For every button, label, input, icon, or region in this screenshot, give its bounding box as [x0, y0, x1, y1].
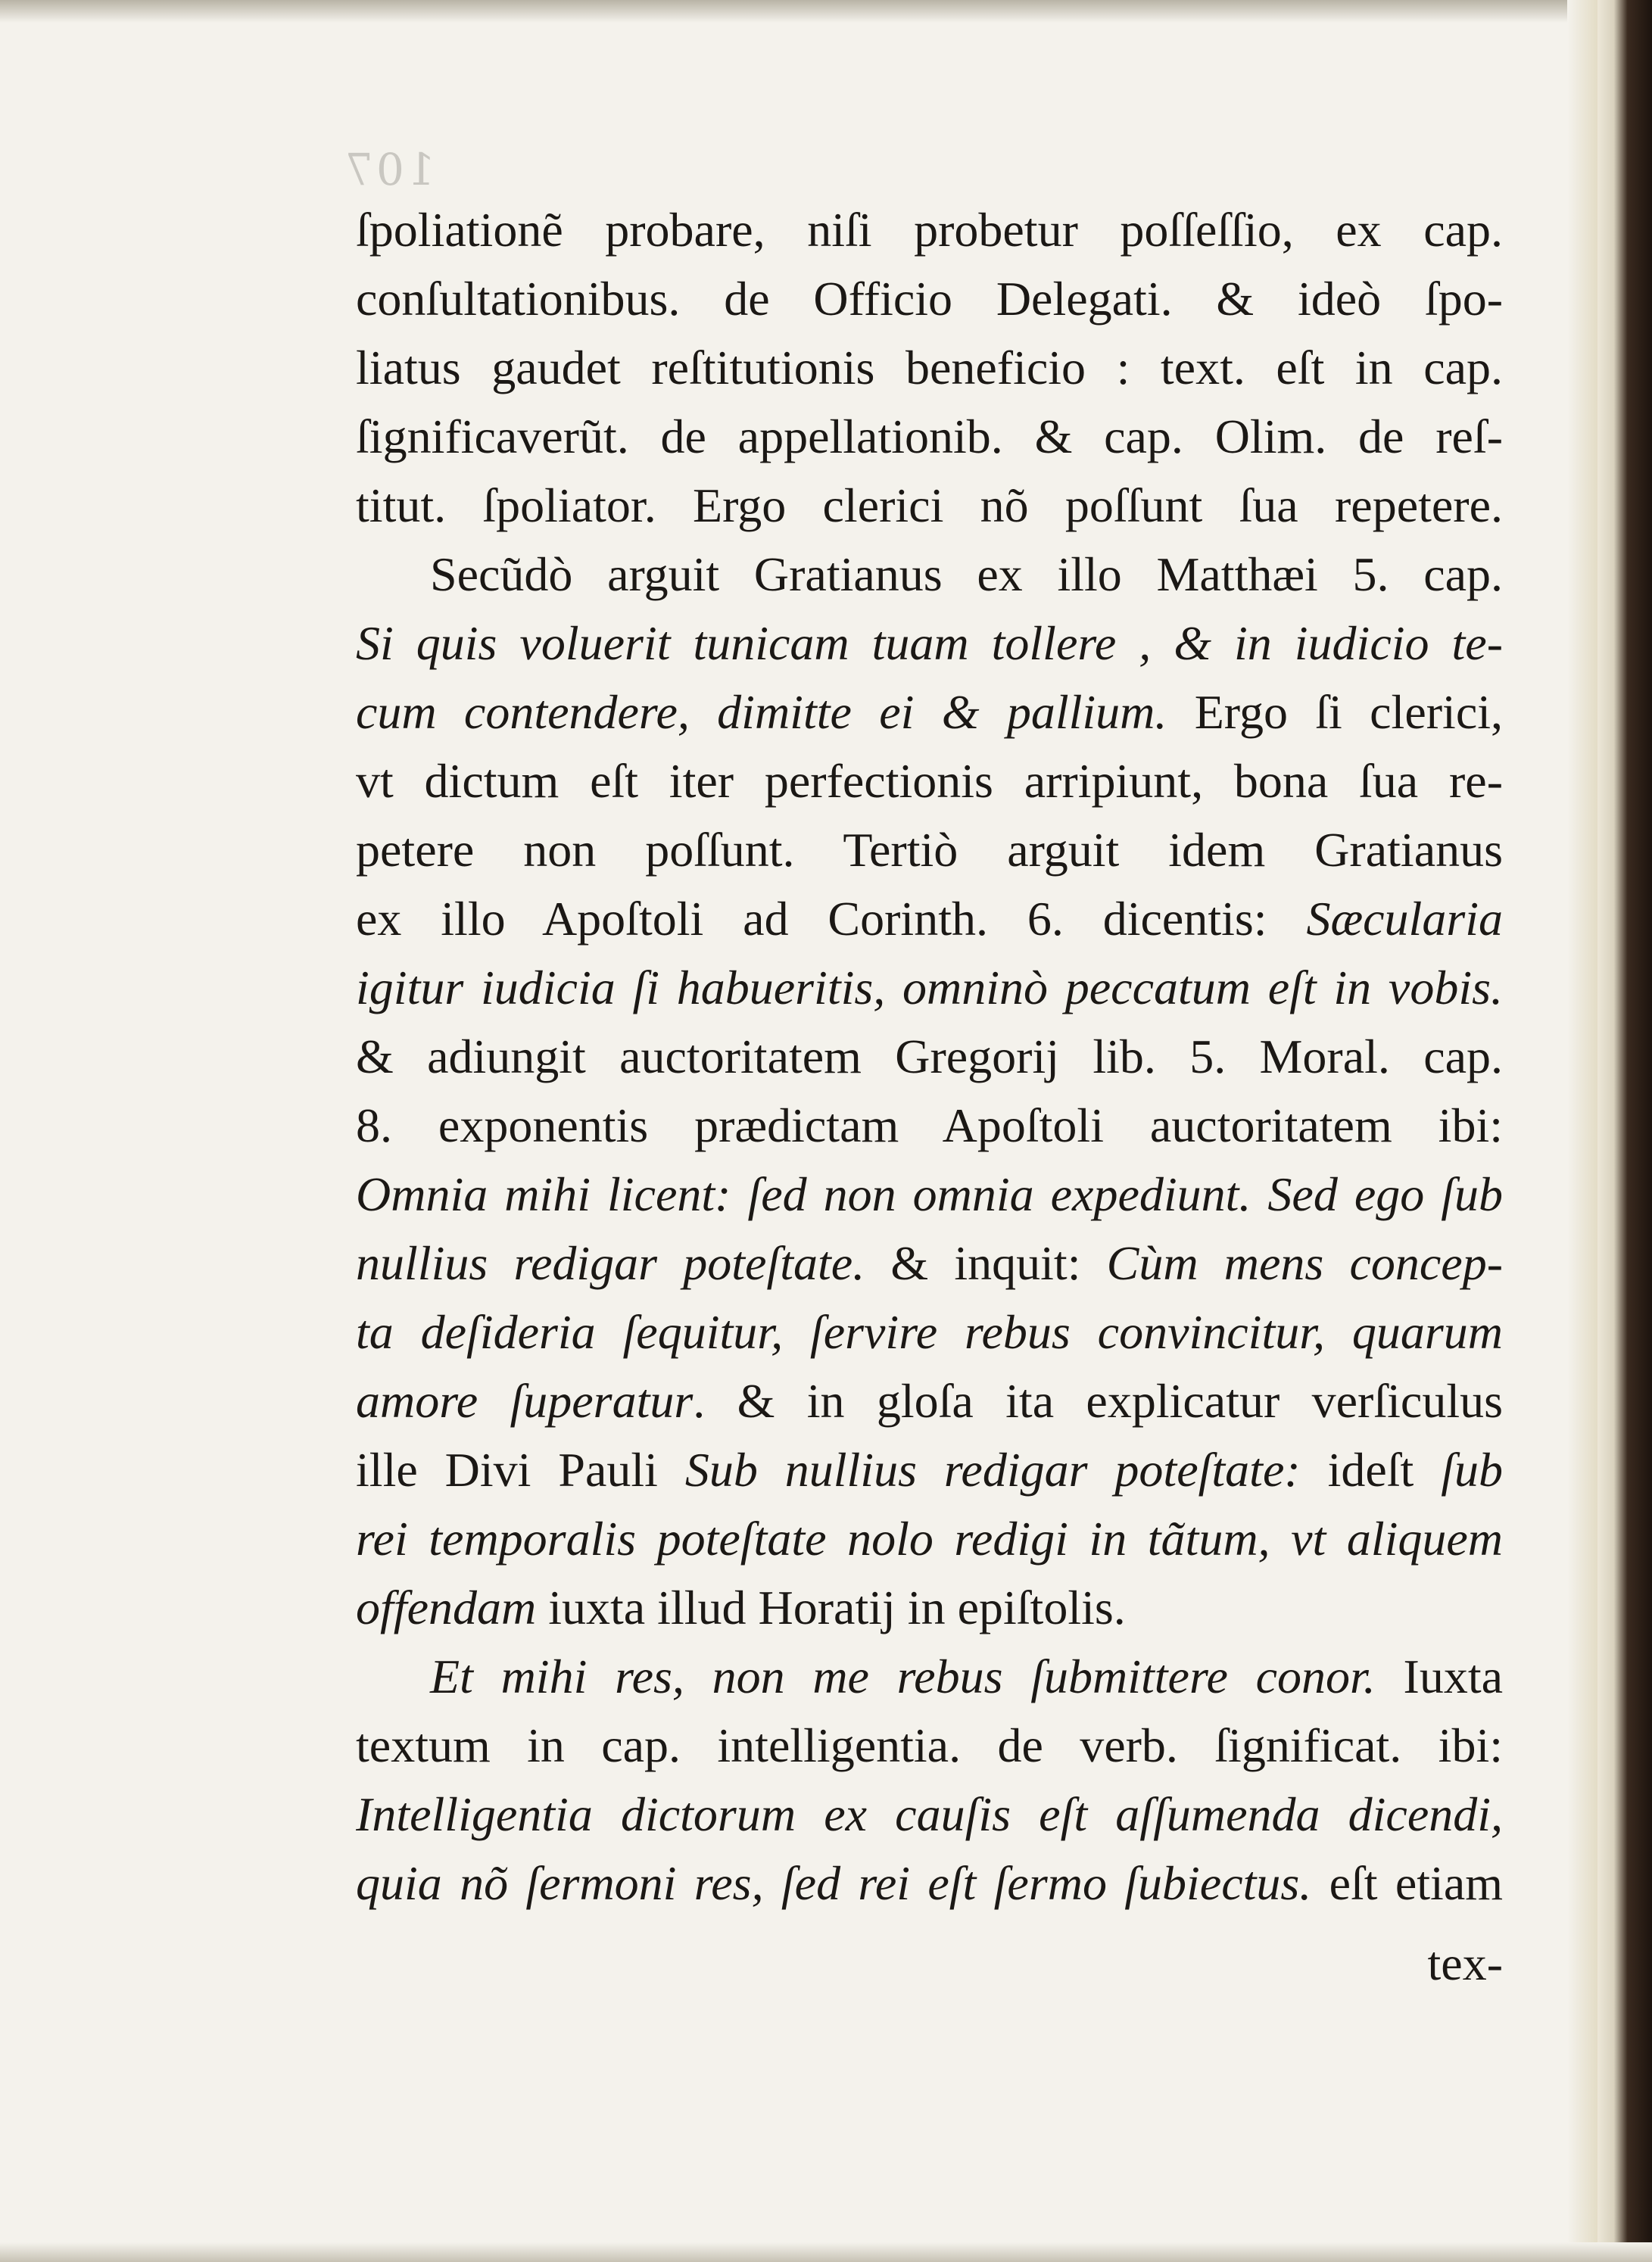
page-top-shadow — [0, 0, 1652, 23]
roman-segment: liatus gaudet reſtitutionis beneficio : text. eſt in cap. — [356, 341, 1503, 394]
roman-segment: Ergo ſi clerici, — [1167, 685, 1503, 739]
roman-segment: 8. exponentis prædictam Apoſtoli auctoritatem ibi: — [356, 1098, 1503, 1152]
roman-segment: ex illo Apoſtoli ad Corinth. 6. dicentis: — [356, 892, 1307, 946]
text-line — [356, 264, 1503, 333]
text-line — [356, 1091, 1503, 1160]
italic-segment: cum contendere, dimitte ei & pallium. — [356, 685, 1167, 739]
text-line — [356, 1160, 1503, 1229]
roman-segment: titut. ſpoliator. Ergo clerici nõ poſſunt ſua repetere. — [356, 478, 1503, 532]
italic-segment: Si quis voluerit tunicam tuam tollere , & in iudicio te- — [356, 616, 1503, 670]
text-line — [356, 609, 1503, 678]
body-text — [356, 195, 1503, 1918]
text-line — [356, 678, 1503, 746]
roman-segment: eſt etiam — [1311, 1856, 1503, 1910]
verse-line — [356, 1642, 1503, 1711]
roman-segment: ſpoliationẽ probare, niſi probetur poſſeſſio, ex cap. — [356, 203, 1503, 257]
roman-segment: ideſt — [1300, 1443, 1442, 1497]
text-line — [356, 1780, 1503, 1849]
text-line — [356, 815, 1503, 884]
roman-segment: conſultationibus. de Officio Delegati. & ideò ſpo- — [356, 272, 1503, 326]
page-bottom-shadow — [0, 2242, 1652, 2262]
text-line — [356, 884, 1503, 953]
italic-segment: Et mihi res, non me rebus ſubmittere conor. — [430, 1650, 1376, 1703]
italic-segment: quia nõ ſermoni res, ſed rei eſt ſermo ſubiectus. — [356, 1856, 1312, 1910]
text-line — [356, 953, 1503, 1022]
text-line — [356, 1366, 1503, 1435]
page-edge — [1567, 0, 1597, 2262]
roman-segment: Iuxta — [1375, 1650, 1503, 1703]
text-line — [356, 333, 1503, 402]
italic-segment: amore ſuperatur — [356, 1374, 694, 1428]
text-line — [356, 402, 1503, 471]
italic-segment: rei temporalis poteſtate nolo redigi in tãtum, vt aliquem — [356, 1512, 1503, 1566]
catchword: tex- — [1427, 1936, 1503, 1990]
italic-segment: nullius redigar poteſtate. — [356, 1236, 865, 1290]
italic-segment: Sæcularia — [1306, 892, 1503, 946]
text-line — [356, 1435, 1503, 1504]
text-line — [356, 746, 1503, 815]
text-line — [356, 1711, 1503, 1780]
text-line — [356, 1298, 1503, 1366]
roman-segment: ille Divi Pauli — [356, 1443, 685, 1497]
roman-segment: textum in cap. intelligentia. de verb. ſignificat. ibi: — [356, 1718, 1503, 1772]
italic-segment: offendam — [356, 1581, 537, 1634]
roman-segment: & adiungit auctoritatem Gregorij lib. 5. Moral. cap. — [356, 1030, 1503, 1083]
roman-segment: . & in gloſa ita explicatur verſiculus — [693, 1374, 1503, 1428]
italic-segment: Intelligentia dictorum ex cauſis eſt aſſumenda dicendi, — [356, 1787, 1503, 1841]
text-line — [356, 195, 1503, 264]
italic-segment: Cùm mens concep- — [1106, 1236, 1503, 1290]
italic-segment: igitur iudicia ſi habueritis, omninò peccatum eſt in vobis. — [356, 961, 1503, 1014]
text-line — [356, 1229, 1503, 1298]
roman-segment: iuxta illud Horatij in epiſtolis. — [536, 1581, 1126, 1634]
roman-segment: petere non poſſunt. Tertiò arguit idem Gratianus — [356, 823, 1503, 877]
text-line — [356, 1504, 1503, 1573]
bleed-through-page-number: 107 — [342, 144, 435, 195]
italic-segment: ſub — [1441, 1443, 1503, 1497]
italic-segment: Omnia mihi licent: ſed non omnia expediunt. Sed ego ſub — [356, 1167, 1503, 1221]
text-line — [356, 471, 1503, 540]
italic-segment: Sub nullius redigar poteſtate: — [684, 1443, 1301, 1497]
text-line — [356, 1849, 1503, 1918]
italic-segment: ta deſideria ſequitur, ſervire rebus convincitur, quarum — [356, 1305, 1503, 1359]
text-line — [356, 1022, 1503, 1091]
text-line — [356, 540, 1503, 609]
roman-segment: vt dictum eſt iter perfectionis arripiunt, bona ſua re- — [356, 754, 1503, 808]
book-spine — [1597, 0, 1652, 2262]
text-line — [356, 1573, 1503, 1642]
roman-segment: Secũdò arguit Gratianus ex illo Matthæi 5. cap. — [430, 547, 1503, 601]
roman-segment: & inquit: — [865, 1236, 1107, 1290]
roman-segment: ſignificaverũt. de appellationib. & cap. Olim. de reſ- — [356, 410, 1503, 463]
